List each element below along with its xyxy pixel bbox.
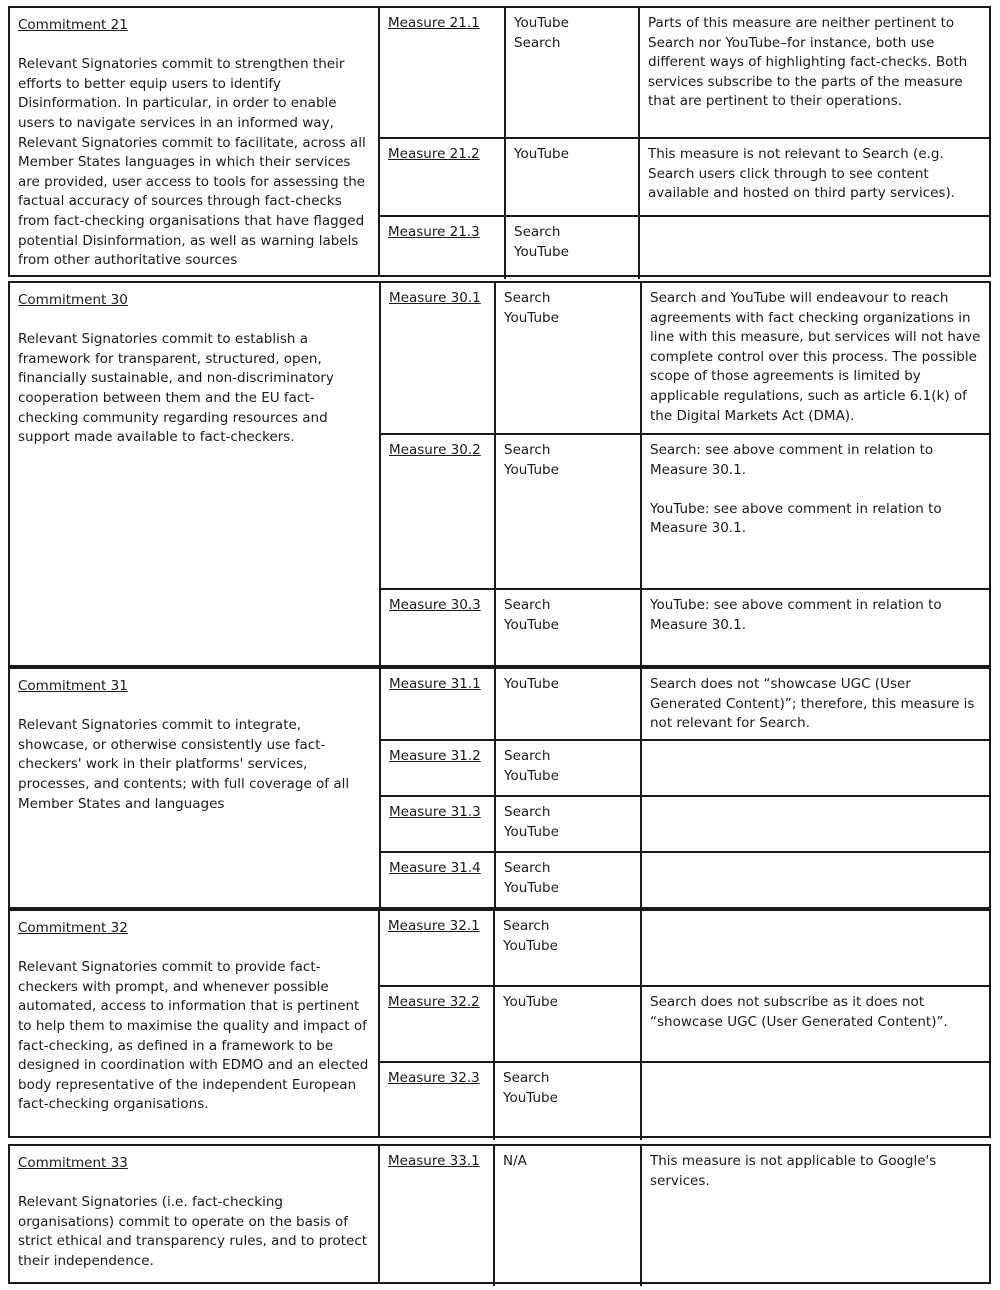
comment-cell bbox=[642, 741, 989, 795]
measure-row bbox=[380, 8, 989, 139]
commitment-cell bbox=[10, 8, 380, 275]
comment-cell bbox=[642, 797, 989, 851]
measure-label[interactable]: Measure 32.1 bbox=[380, 911, 495, 985]
measure-row bbox=[380, 911, 989, 987]
measure-label[interactable]: Measure 30.1 bbox=[381, 283, 496, 433]
measure-label[interactable]: Measure 32.2 bbox=[380, 987, 495, 1061]
commitment-cell bbox=[10, 283, 381, 665]
comment-cell: Search does not “showcase UGC (User Generated Content)”; therefore, this measure is not relevant for Search. bbox=[650, 676, 975, 732]
measure-label[interactable]: Measure 31.4 bbox=[381, 853, 496, 911]
commitment-block bbox=[8, 909, 991, 1138]
measure-row bbox=[380, 1063, 989, 1140]
measure-row bbox=[381, 590, 989, 669]
measure-label[interactable]: Measure 30.2 bbox=[381, 435, 496, 588]
comment-cell: YouTube: see above comment in relation to Measure 30.1. bbox=[650, 597, 942, 633]
commitment-title: Commitment 21 bbox=[18, 17, 128, 33]
comment-cell bbox=[642, 1063, 989, 1140]
measure-label[interactable]: Measure 21.1 bbox=[380, 8, 506, 137]
measure-row bbox=[380, 1146, 989, 1286]
service-cell: N/A bbox=[495, 1146, 642, 1286]
comment-cell: This measure is not relevant to Search (e.g. Search users click through to see content available and hosted on third party services). bbox=[648, 146, 956, 202]
commitment-text: Relevant Signatories commit to provide fact-checkers with prompt, and whenever possible automated, access to information that is pertinent to help them to maximise the quality and impact of fact-checking, as defined in a framework to be designed in coordination with EDMO and an elected body representative of the independent European fact-checking organisations. bbox=[18, 959, 369, 1113]
commitment-cell bbox=[10, 911, 380, 1136]
measure-label[interactable]: Measure 21.3 bbox=[380, 217, 506, 279]
commitment-text: Relevant Signatories commit to integrate, showcase, or otherwise consistently use fact-checkers' work in their platforms' services, processes, and contents; with full coverage of all Member States and languages bbox=[18, 717, 350, 812]
commitment-block bbox=[8, 281, 991, 667]
measure-label[interactable]: Measure 30.3 bbox=[381, 590, 496, 669]
measure-row bbox=[380, 139, 989, 217]
commitment-block bbox=[8, 6, 991, 277]
service-cell: Search YouTube bbox=[496, 283, 642, 433]
measure-row bbox=[381, 435, 989, 590]
commitment-title: Commitment 31 bbox=[18, 678, 128, 694]
measure-label[interactable]: Measure 33.1 bbox=[380, 1146, 495, 1286]
measure-label[interactable]: Measure 31.2 bbox=[381, 741, 496, 795]
commitment-cell bbox=[10, 669, 381, 907]
service-cell: Search YouTube bbox=[496, 853, 642, 911]
measure-row bbox=[381, 797, 989, 853]
commitment-title: Commitment 32 bbox=[18, 920, 128, 936]
service-cell: Search YouTube bbox=[496, 741, 642, 795]
service-cell: YouTube Search bbox=[506, 8, 640, 137]
measure-row bbox=[380, 217, 989, 279]
service-cell: Search YouTube bbox=[496, 797, 642, 851]
service-cell: Search YouTube bbox=[506, 217, 640, 279]
measure-row bbox=[380, 987, 989, 1063]
comment-cell bbox=[640, 217, 989, 279]
measure-row bbox=[381, 741, 989, 797]
service-cell: Search YouTube bbox=[496, 590, 642, 669]
comment-cell bbox=[642, 911, 989, 985]
service-cell: Search YouTube bbox=[496, 435, 642, 588]
commitment-text: Relevant Signatories commit to strengthen their efforts to better equip users to identify Disinformation. In particular, in order to enable users to navigate services in an informed way, Relevant Signatories commit to facilitate, across all Member States languages in which their services are provided, user access to tools for assessing the factual accuracy of sources through fact-checks from fact-checking organisations that have flagged potential Disinformation, as well as warning labels from other authoritative sources bbox=[18, 56, 366, 269]
comment-cell bbox=[642, 853, 989, 911]
service-cell: Search YouTube bbox=[495, 1063, 642, 1140]
measure-row bbox=[381, 853, 989, 911]
commitment-text: Relevant Signatories (i.e. fact-checking organisations) commit to operate on the basis of strict ethical and transparency rules, and to protect their independence. bbox=[18, 1194, 368, 1269]
measure-row bbox=[381, 669, 989, 741]
commitment-title: Commitment 30 bbox=[18, 292, 128, 308]
service-cell: Search YouTube bbox=[495, 911, 642, 985]
comment-cell: Search and YouTube will endeavour to reach agreements with fact checking organizations in line with this measure, but services will not have complete control over this process. The possible scope of those agreements is limited by applicable regulations, such as article 6.1(k) of the Digital Markets Act (DMA). bbox=[650, 290, 981, 424]
commitment-title: Commitment 33 bbox=[18, 1155, 128, 1171]
commitment-text: Relevant Signatories commit to establish a framework for transparent, structured, open, financially sustainable, and non-discriminatory cooperation between them and the EU fact-checking community regarding resources and support made available to fact-checkers. bbox=[18, 331, 334, 446]
measure-label[interactable]: Measure 31.3 bbox=[381, 797, 496, 851]
measure-row bbox=[381, 283, 989, 435]
service-cell: YouTube bbox=[495, 987, 642, 1061]
comment-cell: Parts of this measure are neither pertinent to Search nor YouTube–for instance, both use different ways of highlighting fact-checks. Both services subscribe to the parts of the measure that are pertinent to their operations. bbox=[648, 15, 968, 110]
measure-label[interactable]: Measure 31.1 bbox=[381, 669, 496, 739]
measure-label[interactable]: Measure 32.3 bbox=[380, 1063, 495, 1140]
commitment-cell bbox=[10, 1146, 380, 1282]
commitment-block bbox=[8, 1144, 991, 1284]
comment-cell: Search: see above comment in relation to Measure 30.1. YouTube: see above comment in relation to Measure 30.1. bbox=[650, 442, 942, 537]
commitment-block bbox=[8, 667, 991, 909]
service-cell: YouTube bbox=[496, 669, 642, 739]
comment-cell: This measure is not applicable to Google's services. bbox=[650, 1153, 937, 1189]
measure-label[interactable]: Measure 21.2 bbox=[380, 139, 506, 215]
service-cell: YouTube bbox=[506, 139, 640, 215]
comment-cell: Search does not subscribe as it does not “showcase UGC (User Generated Content)”. bbox=[650, 994, 948, 1030]
